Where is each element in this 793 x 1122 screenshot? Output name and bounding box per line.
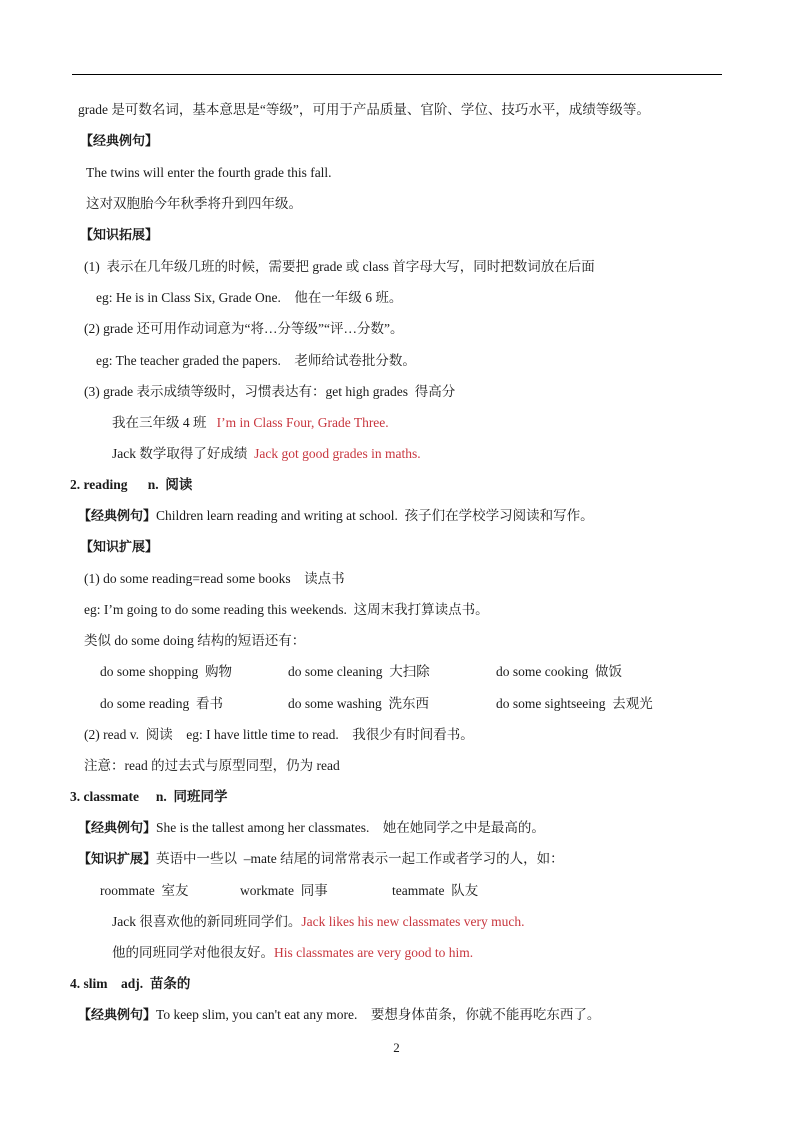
reading-note: 注意：read 的过去式与原型同型，仍为 read — [84, 758, 340, 773]
extension-heading: 【知识拓展】 — [80, 228, 159, 243]
reading-item-2: (2) read v. 阅读 eg: I have little time to read. 我很少有时间看书。 — [84, 727, 474, 742]
example-sentence-cn: 这对双胞胎今年秋季将升到四年级。 — [86, 196, 302, 211]
reading-example-1: eg: I’m going to do some reading this weekends. 这周末我打算读点书。 — [84, 602, 489, 617]
extension-example-3b — [112, 445, 421, 463]
example-heading: 【经典例句】 — [78, 1008, 157, 1023]
example-en-red: I’m in Class Four, Grade Three. — [216, 415, 389, 430]
phrase: do some shopping 购物 — [100, 664, 233, 679]
mate-word: roommate 室友 — [100, 883, 189, 898]
phrase: do some cleaning 大扫除 — [288, 664, 430, 679]
extension-item-3: (3) grade 表示成绩等级时，习惯表达有：get high grades 得高分 — [84, 384, 456, 399]
mate-word: workmate 同事 — [240, 883, 328, 898]
example-heading: 【经典例句】 — [78, 821, 157, 836]
mate-word: teammate 队友 — [392, 883, 479, 898]
extension-item-2: (2) grade 还可用作动词意为“将…分等级”“评…分数”。 — [84, 321, 404, 336]
classmate-example-b — [112, 944, 473, 962]
phrase: do some reading 看书 — [100, 696, 223, 711]
phrase: do some sightseeing 去观光 — [496, 696, 653, 711]
example-sentence-en: The twins will enter the fourth grade this fall. — [86, 165, 332, 180]
word-heading-reading: 2. reading n. 阅读 — [70, 477, 193, 492]
page-number: 2 — [393, 1040, 400, 1055]
reading-item-1: (1) do some reading=read some books 读点书 — [84, 571, 345, 586]
example-cn: Jack 数学取得了好成绩 — [112, 446, 255, 461]
extension-item-1: (1) 表示在几年级几班的时候，需要把 grade 或 class 首字母大写，同时把数词放在后面 — [84, 259, 595, 274]
phrase: do some cooking 做饭 — [496, 664, 622, 679]
extension-heading: 【知识扩展】 — [80, 540, 159, 555]
example-cn: Jack 很喜欢他的新同班同学们。 — [112, 914, 302, 929]
example-cn: 他的同班同学对他很友好。 — [112, 945, 274, 960]
header-rule — [72, 74, 722, 75]
example-heading: 【经典例句】 — [78, 509, 157, 524]
word-heading-classmate: 3. classmate n. 同班同学 — [70, 789, 228, 804]
reading-example — [78, 507, 594, 526]
extension-example-3a — [112, 414, 389, 432]
grade-definition: grade 是可数名词，基本意思是“等级”，可用于产品质量、官阶、学位、技巧水平，成绩等级等。 — [78, 102, 650, 117]
example-en-red: His classmates are very good to him. — [274, 945, 474, 960]
extension-example-2: eg: The teacher graded the papers. 老师给试卷批分数。 — [96, 353, 416, 368]
example-cn: 我在三年级 4 班 — [112, 415, 217, 430]
example-text: Children learn reading and writing at school. 孩子们在学校学习阅读和写作。 — [156, 508, 594, 523]
classmate-example-a — [112, 913, 524, 931]
word-heading-slim: 4. slim adj. 苗条的 — [70, 976, 191, 991]
slim-example — [78, 1006, 600, 1025]
example-text: She is the tallest among her classmates. 她在她同学之中是最高的。 — [156, 820, 545, 835]
example-en-red: Jack likes his new classmates very much. — [301, 914, 525, 929]
example-text: To keep slim, you can't eat any more. 要想身体苗条，你就不能再吃东西了。 — [156, 1007, 601, 1022]
extension-text: 英语中一些以 –mate 结尾的词常常表示一起工作或者学习的人，如： — [156, 851, 564, 866]
classmate-example — [78, 819, 545, 838]
example-heading: 【经典例句】 — [80, 134, 159, 149]
extension-heading: 【知识扩展】 — [78, 852, 157, 867]
example-en-red: Jack got good grades in maths. — [254, 446, 421, 461]
extension-example-1: eg: He is in Class Six, Grade One. 他在一年级 6 班。 — [96, 290, 403, 305]
phrase: do some washing 洗东西 — [288, 696, 429, 711]
similar-phrases-intro: 类似 do some doing 结构的短语还有： — [84, 633, 306, 648]
classmate-extension — [78, 850, 564, 869]
